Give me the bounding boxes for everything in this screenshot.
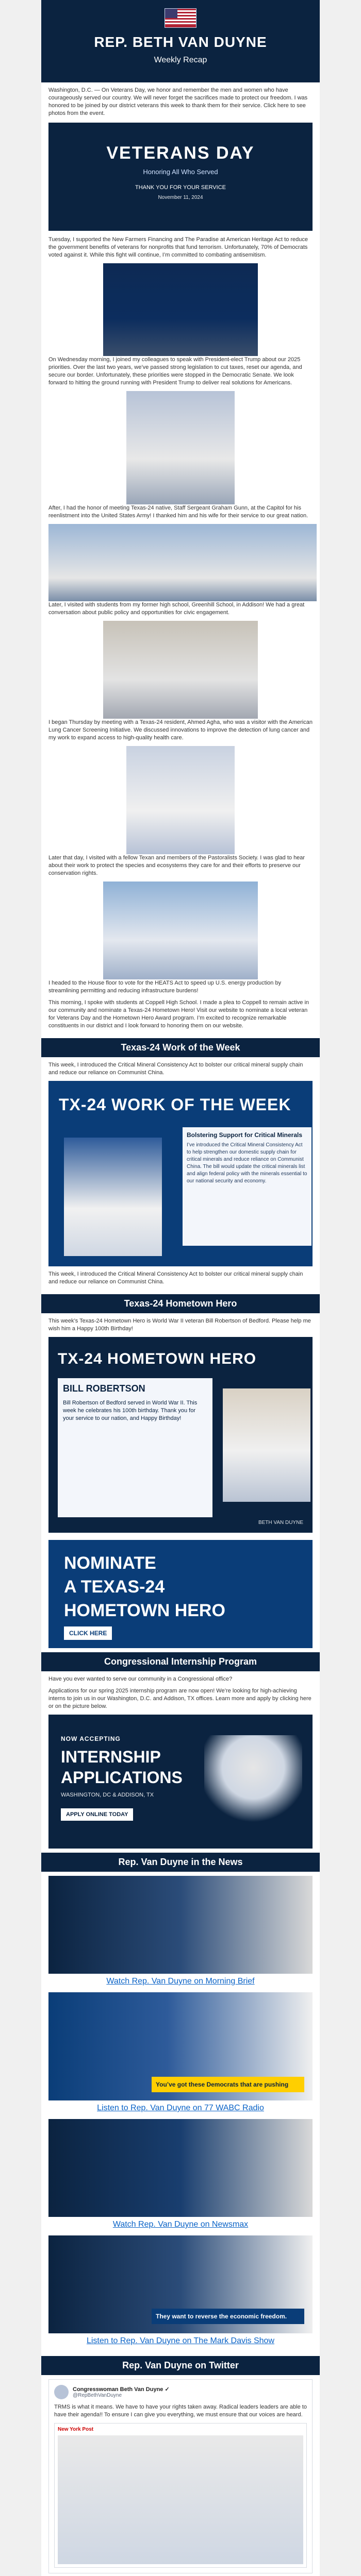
internship-p1: Have you ever wanted to serve our community in a Congressional office?	[48, 1676, 233, 1682]
intro-p3: On Wednesday morning, I joined my colleagues to speak with President-elect Trump about our 2025 priorities. Over the last two years, we’ve passed strong legislation to cut taxes, reset our agenda, and secure our border. Unfortunately, these priorities were stopped in the Democratic Senate. We look forward to hitting the ground running with President Trump to deliver real solutions for Americans.	[48, 357, 302, 386]
hometown-section	[41, 1313, 320, 1652]
email-container	[41, 0, 320, 2576]
intro-p9: This morning, I spoke with students at Coppell High School. I made a plea to Coppell to remain active in our community and nominate a Texas-24 Hometown Hero! Visit our website to nominate a local veteran for Veterans Day and the Hometown Hero Award program. I’m excited to recognize remarkable constituents in our district and I look forward to honoring them on our website.	[48, 999, 309, 1029]
hometown-name: BILL ROBERTSON	[63, 1383, 145, 1394]
veterans-sub: Honoring All Who Served	[143, 168, 218, 176]
internship-title-line2: APPLICATIONS	[61, 1768, 183, 1787]
photo-lung-cancer	[126, 746, 235, 854]
work-week-section	[41, 1057, 320, 1294]
veterans-line: THANK YOU FOR YOUR SERVICE	[135, 184, 226, 191]
intro-p8: I headed to the House floor to vote for the HEATS Act to speed up U.S. energy production by streamlining permitting and reducing infrastructure burdens!	[48, 980, 282, 994]
flag-icon	[165, 8, 196, 28]
news-video-2[interactable]	[48, 1992, 313, 2100]
news-title: Rep. Van Duyne in the News	[41, 1853, 320, 1872]
work-week-portrait	[64, 1138, 162, 1256]
internship-title-line: INTERNSHIP	[61, 1748, 161, 1766]
photo-society	[103, 882, 258, 979]
hometown-card[interactable]	[48, 1337, 313, 1533]
intro-p1: Washington, D.C. — On Veterans Day, we honor and remember the men and women who have courageously served our country. We will never forget the sacrifices made to protect our freedom. I was honored to be joined by our district veterans this week to thank them for their service. Click here to see photos from the event.	[48, 87, 308, 116]
news-video-4[interactable]	[48, 2235, 313, 2333]
work-week-box	[183, 1127, 311, 1246]
intro-p7: Later that day, I visited with a fellow Texan and members of the Pastoralists Society. I was glad to hear about their work to protect the species and ecosystems they care for and their efforts to preserve our conservation rights.	[48, 855, 305, 876]
header-name: REP. BETH VAN DUYNE	[94, 34, 267, 50]
work-week-title: Texas-24 Work of the Week	[41, 1038, 320, 1057]
intro-p2: Tuesday, I supported the New Farmers Financing and The Paradise at American Heritage Act to reduce the government benefits of veterans for nonprofits that fund terrorism. Unfortunately, 70% of Democrats voted against it. While this fight will continue, I’m committed to combating antisemitism.	[48, 236, 308, 258]
news-link-4[interactable]: Listen to Rep. Van Duyne on The Mark Davis Show	[86, 2336, 275, 2345]
work-week-card-title: TX-24 WORK OF THE WEEK	[59, 1095, 291, 1114]
capitol-image	[204, 1735, 302, 1828]
news-link-wrap-4	[48, 2336, 313, 2346]
photo-flags-podium	[103, 263, 258, 356]
intro-p6: I began Thursday by meeting with a Texas-24 resident, Ahmed Agha, who was a visitor with the American Lung Cancer Screening Initiative. We discussed innovations to improve the detection of lung cancer and my work to expand access to high-quality health care.	[48, 719, 313, 741]
work-week-box-text: I’ve introduced the Critical Mineral Consistency Act to help strengthen our domestic supply chain for critical minerals and reduce reliance on Communist China. The bill would update the critical minerals list and align federal policy with the minerals essential to our national security and economy.	[187, 1142, 307, 1184]
tweet-embed	[54, 2423, 307, 2568]
news-link-3[interactable]: Watch Rep. Van Duyne on Newsmax	[112, 2220, 249, 2229]
news-link-wrap-2	[48, 2104, 313, 2113]
internship-cta[interactable]: APPLY ONLINE TODAY	[61, 1808, 133, 1821]
photo-army-reenlistment	[126, 391, 235, 504]
news-video-3[interactable]	[48, 2119, 313, 2217]
intro-p5: Later, I visited with students from my former high school, Greenhill School, in Addison! We had a great conversation about public policy and opportunities for civic engagement.	[48, 602, 305, 616]
news-link-wrap-3	[48, 2220, 313, 2229]
tweet-card[interactable]	[48, 2379, 313, 2573]
twitter-title: Rep. Van Duyne on Twitter	[41, 2356, 320, 2375]
news-video-1[interactable]	[48, 1876, 313, 1974]
veterans-banner[interactable]	[48, 123, 313, 231]
nominate-line2: A TEXAS-24	[64, 1577, 165, 1597]
work-week-card[interactable]	[48, 1081, 313, 1266]
hometown-card-box	[58, 1378, 212, 1517]
intro-section	[41, 82, 320, 1038]
internship-section	[41, 1671, 320, 1853]
hometown-title: Texas-24 Hometown Hero	[41, 1294, 320, 1313]
avatar	[54, 2385, 69, 2399]
tweet-sub: @RepBethVanDuyne	[73, 2393, 122, 2398]
nominate-line1: NOMINATE	[64, 1553, 156, 1573]
tweet-embed-image	[58, 2435, 303, 2564]
work-week-p1: This week, I introduced the Critical Mineral Consistency Act to bolster our critical mineral supply chain and reduce our reliance on Communist China.	[48, 1062, 303, 1076]
news-quote-2: You’ve got these Democrats that are pushing	[152, 2077, 304, 2092]
internship-card[interactable]	[48, 1715, 313, 1849]
work-week-box-title: Bolstering Support for Critical Minerals	[187, 1131, 303, 1139]
internship-sub: WASHINGTON, DC & ADDISON, TX	[61, 1792, 154, 1798]
photo-greenhill	[103, 621, 258, 719]
tweet-text: TRMS is what it means. We have to have your rights taken away. Radical leaders leaders are able to have their agenda!! To ensure I can give you everything, we must ensure that our voices are heard.	[54, 2404, 307, 2418]
twitter-section	[41, 2375, 320, 2576]
internship-title: Congressional Internship Program	[41, 1652, 320, 1671]
news-quote-1: They want to reverse the economic freedom.	[152, 2309, 304, 2324]
news-section	[41, 1872, 320, 2356]
veterans-title: VETERANS DAY	[106, 143, 255, 163]
hometown-logo: BETH VAN DUYNE	[258, 1520, 303, 1526]
work-week-caption: This week, I introduced the Critical Mineral Consistency Act to bolster our critical mineral supply chain and reduce our reliance on Communist China.	[48, 1271, 303, 1285]
intro-p4: After, I had the honor of meeting Texas-24 native, Staff Sergeant Graham Gunn, at the Capitol for his reenlistment into the United States Army! I thanked him and his wife for their service to our great nation.	[48, 505, 308, 519]
internship-p2: Applications for our spring 2025 internship program are now open! We’re looking for high-achieving interns to join us in our Washington, D.C. and Addison, TX offices. Learn more and apply by clicking here or on the picture below.	[48, 1688, 311, 1709]
nominate-button[interactable]: CLICK HERE	[64, 1626, 112, 1640]
header-banner	[41, 0, 320, 82]
veterans-date: November 11, 2024	[158, 195, 203, 200]
tweet-embed-source: New York Post	[58, 2427, 94, 2432]
internship-kicker: NOW ACCEPTING	[61, 1735, 121, 1742]
news-link-1[interactable]: Watch Rep. Van Duyne on Morning Brief	[106, 1977, 255, 1986]
news-link-wrap-1	[48, 1977, 313, 1986]
news-link-2[interactable]: Listen to Rep. Van Duyne on 77 WABC Radio	[97, 2104, 264, 2112]
hometown-p1: This week’s Texas-24 Hometown Hero is World War II veteran Bill Robertson of Bedford. Please help me wish him a Happy 100th Birthday!	[48, 1318, 311, 1332]
tweet-handle: Congresswoman Beth Van Duyne ✓	[73, 2386, 170, 2393]
nominate-line3: HOMETOWN HERO	[64, 1601, 225, 1620]
tweet-author	[73, 2386, 170, 2398]
photo-students-capitol	[48, 524, 317, 601]
hometown-text: Bill Robertson of Bedford served in World War II. This week he celebrates his 100th birthday. Thank you for your service to our nation, and Happy Birthday!	[63, 1400, 198, 1421]
nominate-card[interactable]	[48, 1540, 313, 1648]
tweet-header	[54, 2385, 307, 2399]
hometown-card-title: TX-24 HOMETOWN HERO	[58, 1350, 257, 1367]
hometown-photo	[223, 1388, 310, 1502]
header-recap: Weekly Recap	[154, 56, 207, 64]
